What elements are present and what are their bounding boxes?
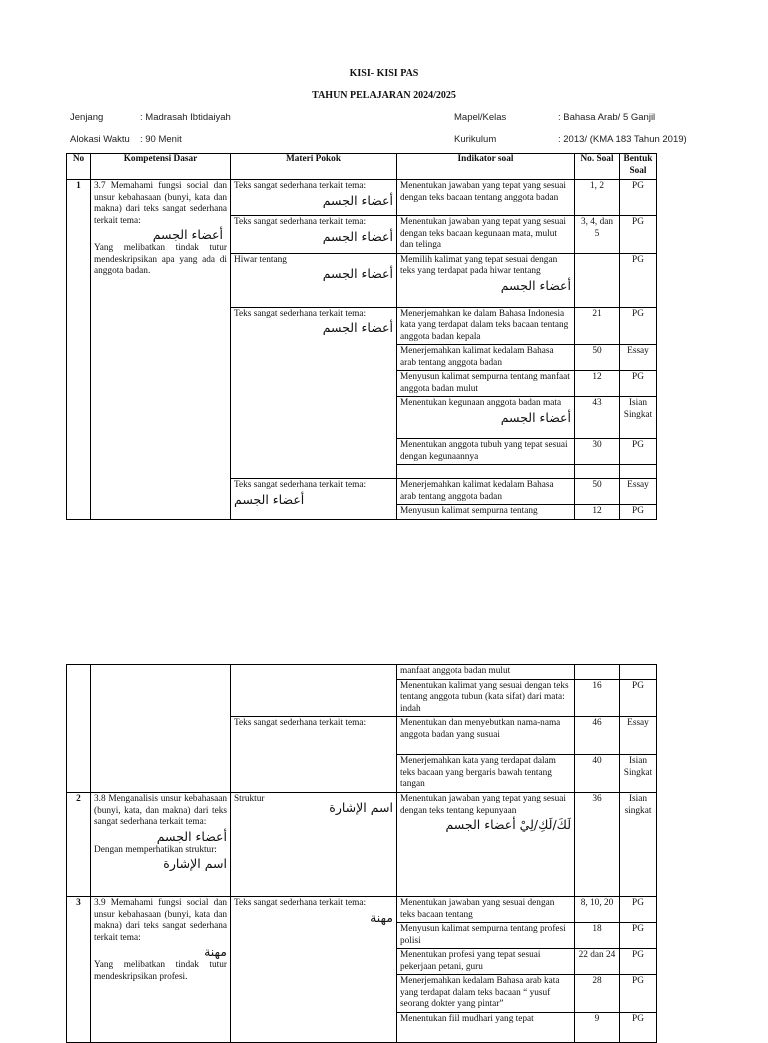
indikator-cell: Menyusun kalimat sempurna tentang profesi polisi bbox=[397, 923, 575, 949]
no-soal-cell: 22 dan 24 bbox=[575, 949, 620, 975]
table-row bbox=[67, 180, 657, 216]
materi-cell bbox=[231, 216, 397, 254]
indikator-cell: Menentukan anggota tubuh yang tepat sesuai dengan kegunaannya bbox=[397, 439, 575, 465]
materi-arabic: أعضاء الجسم bbox=[322, 228, 393, 244]
indikator-cell: manfaat anggota badan mulut bbox=[397, 665, 575, 680]
mapel-value: : Bahasa Arab/ 5 Ganjil bbox=[558, 112, 656, 123]
no-soal-cell: 46 bbox=[575, 717, 620, 755]
materi-arabic: أعضاء الجسم bbox=[322, 266, 393, 281]
bentuk-soal-cell: Essay bbox=[620, 345, 657, 371]
kd-number: 3 bbox=[67, 897, 91, 1043]
no-soal-cell: 12 bbox=[575, 505, 620, 520]
materi-text: Teks sangat sederhana terkait tema: bbox=[234, 217, 367, 227]
materi-arabic: أعضاء الجسم bbox=[234, 491, 305, 507]
materi-text: Teks sangat sederhana terkait tema: bbox=[234, 181, 367, 191]
indikator-cell: Menerjemahkan ke dalam Bahasa Indonesia kata yang terdapat dalam teks bacaan tentang anggota badan kepala bbox=[397, 307, 575, 345]
kurikulum-value: : 2013/ (KMA 183 Tahun 2019) bbox=[558, 134, 687, 145]
bentuk-soal-cell: PG bbox=[620, 975, 657, 1013]
indikator-cell: Menentukan profesi yang tepat sesuai pekerjaan petani, guru bbox=[397, 949, 575, 975]
no-soal-cell: 36 bbox=[575, 793, 620, 897]
no-soal-cell bbox=[575, 465, 620, 479]
no-soal-cell bbox=[575, 253, 620, 307]
no-soal-cell: 18 bbox=[575, 923, 620, 949]
materi-text: Teks sangat sederhana terkait tema: bbox=[234, 308, 367, 319]
kd-cell bbox=[91, 793, 231, 897]
indikator-cell: Menerjemahkan kalimat kedalam Bahasa arab tentang anggota badan bbox=[397, 479, 575, 505]
table-header-row bbox=[67, 154, 657, 180]
indikator-cell: Menyusun kalimat sempurna tentang manfaat anggota badan mulut bbox=[397, 371, 575, 397]
header-materi-pokok: Materi Pokok bbox=[231, 154, 397, 180]
kisi-table-2 bbox=[66, 664, 657, 1043]
no-soal-cell: 8, 10, 20 bbox=[575, 897, 620, 923]
kurikulum-label: Kurikulum bbox=[454, 134, 497, 145]
indikator-arabic: أعضاء الجسم bbox=[500, 409, 571, 425]
bentuk-soal-cell bbox=[620, 465, 657, 479]
alokasi-value: : 90 Menit bbox=[140, 134, 182, 145]
indikator-cell bbox=[397, 397, 575, 439]
materi-arabic: أعضاء الجسم bbox=[322, 320, 393, 335]
bentuk-soal-cell: PG bbox=[620, 897, 657, 923]
kd-arabic-2: اسم الإشارة bbox=[163, 856, 227, 871]
materi-arabic: أعضاء الجسم bbox=[322, 192, 393, 208]
bentuk-soal-cell: PG bbox=[620, 923, 657, 949]
no-soal-cell: 30 bbox=[575, 439, 620, 465]
indikator-cell: Menentukan jawaban yang sesuai dengan teks bacaan tentang bbox=[397, 897, 575, 923]
kd-text-2: Yang melibatkan tindak tutur mendeskripsikan apa yang ada di anggota badan. bbox=[94, 243, 227, 276]
kd-text: 3.7 Memahami fungsi social dan unsur kebahasaan (bunyi, kata dan makna) dari teks sangat sederhana terkait tema: bbox=[94, 181, 227, 226]
materi-cell bbox=[231, 253, 397, 307]
kd-number bbox=[67, 665, 91, 793]
kd-cell bbox=[91, 665, 231, 793]
materi-cell: Teks sangat sederhana terkait tema: bbox=[231, 717, 397, 793]
header-no-soal: No. Soal bbox=[575, 154, 620, 180]
no-soal-cell: 16 bbox=[575, 679, 620, 717]
kd-cell bbox=[91, 897, 231, 1043]
materi-cell bbox=[231, 479, 397, 520]
kisi-table-1 bbox=[66, 153, 657, 520]
materi-cell bbox=[231, 307, 397, 479]
bentuk-soal-cell: PG bbox=[620, 505, 657, 520]
kd-arabic: أعضاء الجسم bbox=[152, 227, 223, 242]
kd-number: 1 bbox=[67, 180, 91, 520]
indikator-text: Memilih kalimat yang tepat sesuai dengan teks yang terdapat pada hiwar tentang bbox=[400, 254, 558, 276]
document-subtitle: TAHUN PELAJARAN 2024/2025 bbox=[312, 90, 456, 101]
table-row bbox=[67, 665, 657, 680]
bentuk-soal-cell: PG bbox=[620, 679, 657, 717]
indikator-cell: Menentukan kalimat yang sesuai dengan teks tentang anggota tubun (kata sifat) dari mata: indah bbox=[397, 679, 575, 717]
kd-text-2: Yang melibatkan tindak tutur mendeskripsikan profesi. bbox=[94, 960, 227, 982]
indikator-cell: Menyusun kalimat sempurna tentang bbox=[397, 505, 575, 520]
table-row bbox=[67, 793, 657, 897]
indikator-cell: Menentukan dan menyebutkan nama-nama anggota badan yang susuai bbox=[397, 717, 575, 755]
alokasi-label: Alokasi Waktu bbox=[70, 134, 130, 145]
materi-cell bbox=[231, 180, 397, 216]
bentuk-soal-cell: PG bbox=[620, 253, 657, 307]
header-kompetensi-dasar: Kompetensi Dasar bbox=[91, 154, 231, 180]
no-soal-cell: 40 bbox=[575, 755, 620, 793]
bentuk-soal-cell bbox=[620, 665, 657, 680]
kd-arabic: أعضاء الجسم bbox=[156, 828, 227, 844]
bentuk-soal-cell: Essay bbox=[620, 479, 657, 505]
materi-text: Hiwar tentang bbox=[234, 254, 287, 265]
bentuk-soal-cell: PG bbox=[620, 216, 657, 254]
bentuk-soal-cell: Isian Singkat bbox=[620, 755, 657, 793]
table-row bbox=[67, 897, 657, 923]
bentuk-soal-cell: PG bbox=[620, 949, 657, 975]
kd-number: 2 bbox=[67, 793, 91, 897]
jenjang-value: : Madrasah Ibtidaiyah bbox=[140, 112, 231, 123]
indikator-cell: Menentukan jawaban yang tepat yang sesuai dengan teks bacaan tentang anggota badan bbox=[397, 180, 575, 216]
indikator-cell bbox=[397, 253, 575, 307]
indikator-cell bbox=[397, 465, 575, 479]
no-soal-cell: 1, 2 bbox=[575, 180, 620, 216]
indikator-text: Menentukan kegunaan anggota badan mata bbox=[400, 398, 562, 408]
mapel-label: Mapel/Kelas bbox=[454, 112, 507, 123]
no-soal-cell: 50 bbox=[575, 345, 620, 371]
no-soal-cell: 50 bbox=[575, 479, 620, 505]
indikator-cell: Menerjemahkan kalimat kedalam Bahasa arab tentang anggota badan bbox=[397, 345, 575, 371]
bentuk-soal-cell: PG bbox=[620, 1013, 657, 1043]
no-soal-cell: 43 bbox=[575, 397, 620, 439]
materi-arabic: اسم الإشارة bbox=[329, 799, 393, 815]
indikator-cell: Menerjemahkan kata yang terdapat dalam teks bacaan yang bergaris bawah tentang tangan bbox=[397, 755, 575, 793]
no-soal-cell bbox=[575, 665, 620, 680]
indikator-cell bbox=[397, 793, 575, 897]
no-soal-cell: 9 bbox=[575, 1013, 620, 1043]
header-no: No bbox=[67, 154, 91, 180]
no-soal-cell: 21 bbox=[575, 307, 620, 345]
bentuk-soal-cell: PG bbox=[620, 371, 657, 397]
no-soal-cell: 12 bbox=[575, 371, 620, 397]
indikator-text: Menentukan jawaban yang tepat yang sesuai dengan teks tentang kepunyaan bbox=[400, 794, 566, 816]
kd-cell bbox=[91, 180, 231, 520]
indikator-cell: Menentukan jawaban yang tepat yang sesuai dengan teks bacaan kegunaan mata, mulut dan telinga bbox=[397, 216, 575, 254]
materi-text: Teks sangat sederhana terkait tema: bbox=[234, 898, 367, 908]
materi-arabic: مهنة bbox=[370, 909, 393, 925]
header-bentuk-soal: Bentuk Soal bbox=[620, 154, 657, 180]
materi-cell bbox=[231, 665, 397, 717]
bentuk-soal-cell: Isian singkat bbox=[620, 793, 657, 897]
bentuk-soal-cell: PG bbox=[620, 439, 657, 465]
header-indikator-soal: Indikator soal bbox=[397, 154, 575, 180]
bentuk-soal-cell: Essay bbox=[620, 717, 657, 755]
indikator-cell: Menentukan fiil mudhari yang tepat bbox=[397, 1013, 575, 1043]
indikator-cell: Menerjemahkan kedalam Bahasa arab kata yang terdapat dalam teks bacaan “ yusuf seorang dokter yang pintar” bbox=[397, 975, 575, 1013]
kd-text: 3.9 Memahami fungsi social dan unsur kebahasaan (bunyi, kata dan makna) dari teks sangat sederhana terkait tema: bbox=[94, 898, 227, 943]
materi-text: Teks sangat sederhana terkait tema: bbox=[234, 480, 367, 490]
jenjang-label: Jenjang bbox=[70, 112, 104, 123]
kd-arabic: مهنة bbox=[204, 944, 227, 959]
materi-cell bbox=[231, 793, 397, 897]
bentuk-soal-cell: PG bbox=[620, 180, 657, 216]
indikator-arabic: أعضاء الجسم bbox=[500, 277, 571, 293]
kd-text-2: Dengan memperhatikan struktur: bbox=[94, 844, 217, 855]
document-title: KISI- KISI PAS bbox=[349, 68, 419, 79]
bentuk-soal-cell: Isian Singkat bbox=[620, 397, 657, 439]
materi-cell bbox=[231, 897, 397, 1043]
kd-text: 3.8 Menganalisis unsur kebahasaan (bunyi, kata, dan makna) dari teks sangat sederhana terkait tema: bbox=[94, 794, 227, 827]
bentuk-soal-cell: PG bbox=[620, 307, 657, 345]
no-soal-cell: 3, 4, dan 5 bbox=[575, 216, 620, 254]
materi-text: Struktur bbox=[234, 794, 265, 804]
no-soal-cell: 28 bbox=[575, 975, 620, 1013]
indikator-arabic: لَكَ/لَكِ/لِيْ أعضاء الجسم bbox=[445, 817, 571, 832]
